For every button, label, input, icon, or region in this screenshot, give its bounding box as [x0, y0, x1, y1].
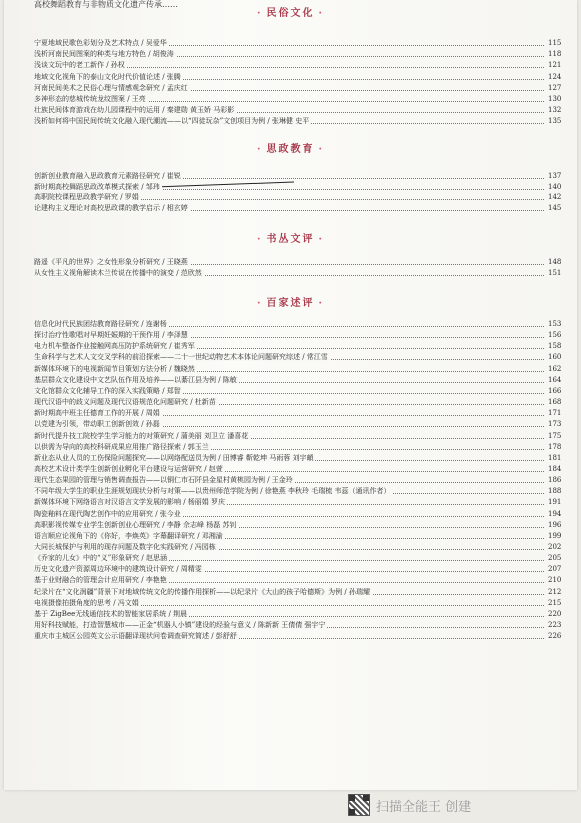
- toc-entry: [34, 61, 544, 70]
- toc-entry: [34, 443, 544, 452]
- entry-title: 《乔家的儿女》中的“义”形象研究 / 赵思涵: [34, 554, 167, 563]
- section-title: 百家述评: [266, 298, 315, 309]
- entry-page-number: 162: [548, 364, 562, 373]
- toc-entry: [34, 465, 544, 474]
- entry-page-number: 212: [548, 587, 562, 596]
- entry-title: 浅析如何将中国民间传统文化融入现代潮流——以“四徒玩杂”文创项目为例 / 张琳健 史平: [34, 117, 310, 126]
- section-title: 民俗文化: [266, 8, 315, 19]
- entry-page-number: 207: [548, 565, 562, 574]
- toc-entry: [34, 50, 544, 59]
- toc-entry: [34, 554, 544, 563]
- heading-dot: ·: [257, 144, 263, 155]
- entry-title: 基于业财融合的管理会计应用研究 / 李艳艳: [34, 576, 167, 585]
- toc-entry: [34, 353, 544, 362]
- entry-title: 电力机车整备作业接触网高压防护系统研究 / 崔秀军: [34, 342, 195, 351]
- entry-title: 语言顺应论视角下的《你好，李焕英》字幕翻译研究 / 邓湘渝: [34, 531, 223, 540]
- toc-entry: [34, 521, 544, 530]
- entry-page-number: 226: [548, 632, 562, 641]
- toc-entry: [34, 193, 544, 202]
- entry-title: 大同长城保护与利用的现存问题及数字化实践研究 / 冯园栋: [34, 543, 216, 551]
- entry-page-number: 118: [548, 50, 562, 59]
- toc-entry: [34, 342, 544, 351]
- entry-page-number: 196: [548, 520, 562, 529]
- toc-entry: [34, 498, 544, 507]
- entry-page-number: 140: [548, 182, 562, 191]
- entry-title: 文化馆群众文化辅导工作的深入实践策略 / 郑智: [34, 386, 181, 395]
- toc-entry: [34, 95, 544, 104]
- entry-title: 新时期高校舞蹈思政改革模式探索 / 邹玮: [34, 182, 160, 191]
- entry-page-number: 220: [548, 609, 562, 618]
- toc-entry: [34, 39, 544, 48]
- toc-entry: [34, 320, 544, 329]
- toc-entry: [34, 409, 544, 418]
- entry-title: 不同年级大学生的职业生涯规划现状分析与对策——以贵州师范学院为例 / 徐艳燕 李秋玲 毛瑞梳 韦蕊（通讯作者）: [34, 487, 391, 496]
- entry-title: 历史文化遗产资源周边环境中的建筑设计研究 / 周精雯: [34, 565, 202, 574]
- entry-page-number: 202: [548, 543, 562, 551]
- toc-entry: [34, 576, 544, 585]
- toc-entry: [34, 420, 544, 429]
- entry-title: 纪录片在“文化润疆”背景下对地域传统文化的传播作用探析——以纪录片《大山的孩子哈德斯》为例 / 孙瑞耀: [34, 587, 370, 596]
- toc-entry: [34, 610, 544, 619]
- entry-page-number: 137: [548, 172, 562, 180]
- entry-title: 路遥《平凡的世界》之女性形象分析研究 / 王晓燕: [34, 258, 188, 266]
- entry-title: 新时期高中班主任德育工作的开展 / 周娟: [34, 409, 160, 418]
- qr-code-icon: [348, 794, 370, 816]
- entry-page-number: 181: [548, 453, 562, 462]
- section-heading: [4, 140, 577, 155]
- entry-title: 电视摄像拍摄角度的思考 / 冯文娟: [34, 598, 139, 607]
- entry-page-number: 153: [548, 320, 562, 328]
- entry-page-number: 186: [548, 476, 562, 485]
- toc-entry: [34, 84, 544, 93]
- entry-title: 地域文化视角下的泰山文化时代价值论述 / 张腾: [34, 72, 181, 81]
- entry-page-number: 175: [548, 431, 562, 440]
- entry-page-number: 148: [548, 258, 562, 266]
- section-heading: [4, 230, 577, 245]
- toc-entry: [34, 532, 544, 541]
- entry-page-number: 135: [548, 117, 562, 126]
- toc-entry: [34, 510, 544, 519]
- entry-title: 现代生态果园的管理与销售调查报告——以铜仁市石阡县金星村黄桃园为例 / 王金玲: [34, 476, 293, 485]
- toc-entry: [34, 331, 544, 340]
- entry-title: 从女性主义视角解读木兰传说在传播中的演变 / 范欣然: [34, 268, 202, 277]
- entry-page-number: 215: [548, 598, 562, 607]
- heading-dot: ·: [318, 8, 324, 19]
- entry-title: 壮族民间体育游戏在幼儿园课程中的运用 / 秦建勋 黄玉娇 马彩影: [34, 106, 235, 115]
- entry-page-number: 142: [548, 193, 562, 202]
- heading-dot: ·: [257, 298, 263, 309]
- toc-entry: [34, 476, 544, 485]
- watermark-text: 扫描全能王 创建: [376, 799, 472, 815]
- toc-entry: [34, 117, 544, 126]
- heading-dot: ·: [318, 298, 324, 309]
- entry-title: 高职影视传媒专业学生创新创业心理研究 / 李静 佘志峰 杨磊 苏钊: [34, 520, 237, 529]
- entry-page-number: 171: [548, 409, 562, 418]
- toc-entry: [34, 398, 544, 407]
- section-heading: [4, 294, 577, 309]
- entry-title: 基于 ZigBee无线通信技术的智能家居系统 / 荆晨: [34, 609, 188, 618]
- entry-title: 信息化时代民族团结教育路径研究 / 连谢杨: [34, 320, 167, 328]
- toc-entry: [34, 73, 544, 82]
- entry-title: 多神形态的慈城传统龙纹图案 / 王亮: [34, 95, 146, 103]
- entry-title: 生命科学与艺术人文交叉学科的前沿探索——二十一世纪动物艺术本体论问题研究综述 / 常江雪: [34, 353, 328, 362]
- page-paper: [4, 0, 577, 790]
- heading-dot: ·: [318, 144, 324, 155]
- entry-title: 重庆市主城区公园英文公示语翻译现状问卷调查研究简述 / 彭舒舒: [34, 632, 237, 641]
- toc-entry: [34, 365, 544, 374]
- entry-title: 以供需为导向的高校科研成果应用推广路径探索 / 郭玉兰: [34, 442, 209, 451]
- entry-title: 浅谈文玩中的老工新作 / 孙权: [34, 61, 125, 70]
- heading-dot: ·: [257, 234, 263, 245]
- section-title: 思政教育: [266, 144, 315, 155]
- toc-entry: [34, 632, 544, 641]
- entry-page-number: 199: [548, 531, 562, 540]
- section-heading: [4, 4, 577, 19]
- toc-entry: [34, 487, 544, 496]
- entry-page-number: 223: [548, 621, 562, 630]
- toc-entry: [34, 621, 544, 630]
- entry-page-number: 115: [548, 39, 562, 47]
- entry-title: 用好科技赋能，打造智慧城市——正金“机器人小镇”建设的经验与意义 / 陈新新 王倩倩 强宇宁: [34, 621, 326, 630]
- heading-dot: ·: [318, 234, 324, 245]
- entry-page-number: 121: [548, 61, 562, 70]
- section-title: 书丛文评: [266, 234, 315, 245]
- scanner-watermark: [348, 794, 471, 816]
- entry-page-number: 191: [548, 498, 562, 507]
- entry-title: 以党建为引领，带动职工创新创效 / 孙磊: [34, 420, 160, 429]
- toc-entry: [34, 183, 544, 192]
- entry-page-number: 156: [548, 331, 562, 340]
- toc-entry: [34, 172, 544, 181]
- toc-entry: [34, 387, 544, 396]
- toc-entry: [34, 269, 544, 278]
- entry-title: 探讨治疗性歌唱对早期妊娠期的干预作用 / 李泽慧: [34, 331, 188, 340]
- entry-page-number: 160: [548, 353, 562, 362]
- entry-page-number: 132: [548, 106, 562, 115]
- entry-page-number: 127: [548, 83, 562, 92]
- entry-page-number: 194: [548, 509, 562, 518]
- toc-entry: [34, 454, 544, 463]
- entry-page-number: 188: [548, 487, 562, 496]
- entry-page-number: 178: [548, 442, 562, 451]
- toc-entry: [34, 258, 544, 267]
- entry-title: 基层群众文化建设中文艺队伍作用及培养——以綦江县为例 / 陈敏: [34, 375, 237, 384]
- entry-title: 陶瓷釉料在现代陶艺创作中的应用研究 / 张今业: [34, 509, 181, 518]
- toc-entry: [34, 204, 544, 213]
- entry-title: 现代汉语中的歧义问题及现代汉语规范化问题研究 / 杜新苗: [34, 398, 216, 407]
- entry-title: 创新创业教育融入思政教育元素路径研究 / 崔锐: [34, 172, 181, 180]
- entry-page-number: 173: [548, 420, 562, 429]
- entry-page-number: 205: [548, 554, 562, 563]
- toc-entry: [34, 599, 544, 608]
- entry-title: 新时代提升技工院校学生学习能力的对策研究 / 蒲美丽 刘卫立 潘喜花: [34, 431, 249, 440]
- toc-entry: [34, 543, 544, 552]
- entry-page-number: 130: [548, 95, 562, 103]
- entry-title: 宁夏地域民歌色彩划分及艺术特点 / 吴爱华: [34, 39, 167, 47]
- entry-title: 高职院校课程思政教学研究 / 罗娟: [34, 193, 139, 202]
- entry-title: 论建构主义理论对高校思政课的教学启示 / 相玄婷: [34, 204, 188, 213]
- toc-entry: [34, 106, 544, 115]
- toc-entry: [34, 432, 544, 441]
- entry-page-number: 166: [548, 386, 562, 395]
- toc-entry: [34, 376, 544, 385]
- entry-page-number: 210: [548, 576, 562, 585]
- entry-page-number: 168: [548, 398, 562, 407]
- entry-title: 高校艺术设计类学生创新创业孵化平台建设与运营研究 / 赵萱: [34, 464, 223, 473]
- running-head: 高校舞蹈教育与非物质文化遗产传承……: [34, 0, 178, 9]
- entry-page-number: 184: [548, 464, 562, 473]
- toc-entry: [34, 588, 544, 597]
- entry-title: 河南民间美术之民俗心理与情感观念研究 / 孟庆红: [34, 83, 188, 92]
- entry-title: 新媒体环境下的电视新闻节目策划方法分析 / 魏晓然: [34, 364, 195, 373]
- entry-page-number: 158: [548, 342, 562, 351]
- entry-title: 新媒体环境下网络语言对汉语言文学发展的影响 / 杨丽娟 罗庆: [34, 498, 226, 507]
- entry-page-number: 145: [548, 204, 562, 213]
- heading-dot: ·: [257, 8, 263, 19]
- entry-page-number: 164: [548, 375, 562, 384]
- toc-entry: [34, 565, 544, 574]
- entry-title: 新业态从业人员的工伤保险问题探究——以网络配送员为例 / 田博睿 靳乾坤 马雨蓉 刘宇頔: [34, 453, 314, 462]
- entry-page-number: 124: [548, 72, 562, 81]
- entry-page-number: 151: [548, 268, 562, 277]
- entry-title: 浅析河南民间图案的种类与地方特色 / 胡俊涛: [34, 50, 174, 59]
